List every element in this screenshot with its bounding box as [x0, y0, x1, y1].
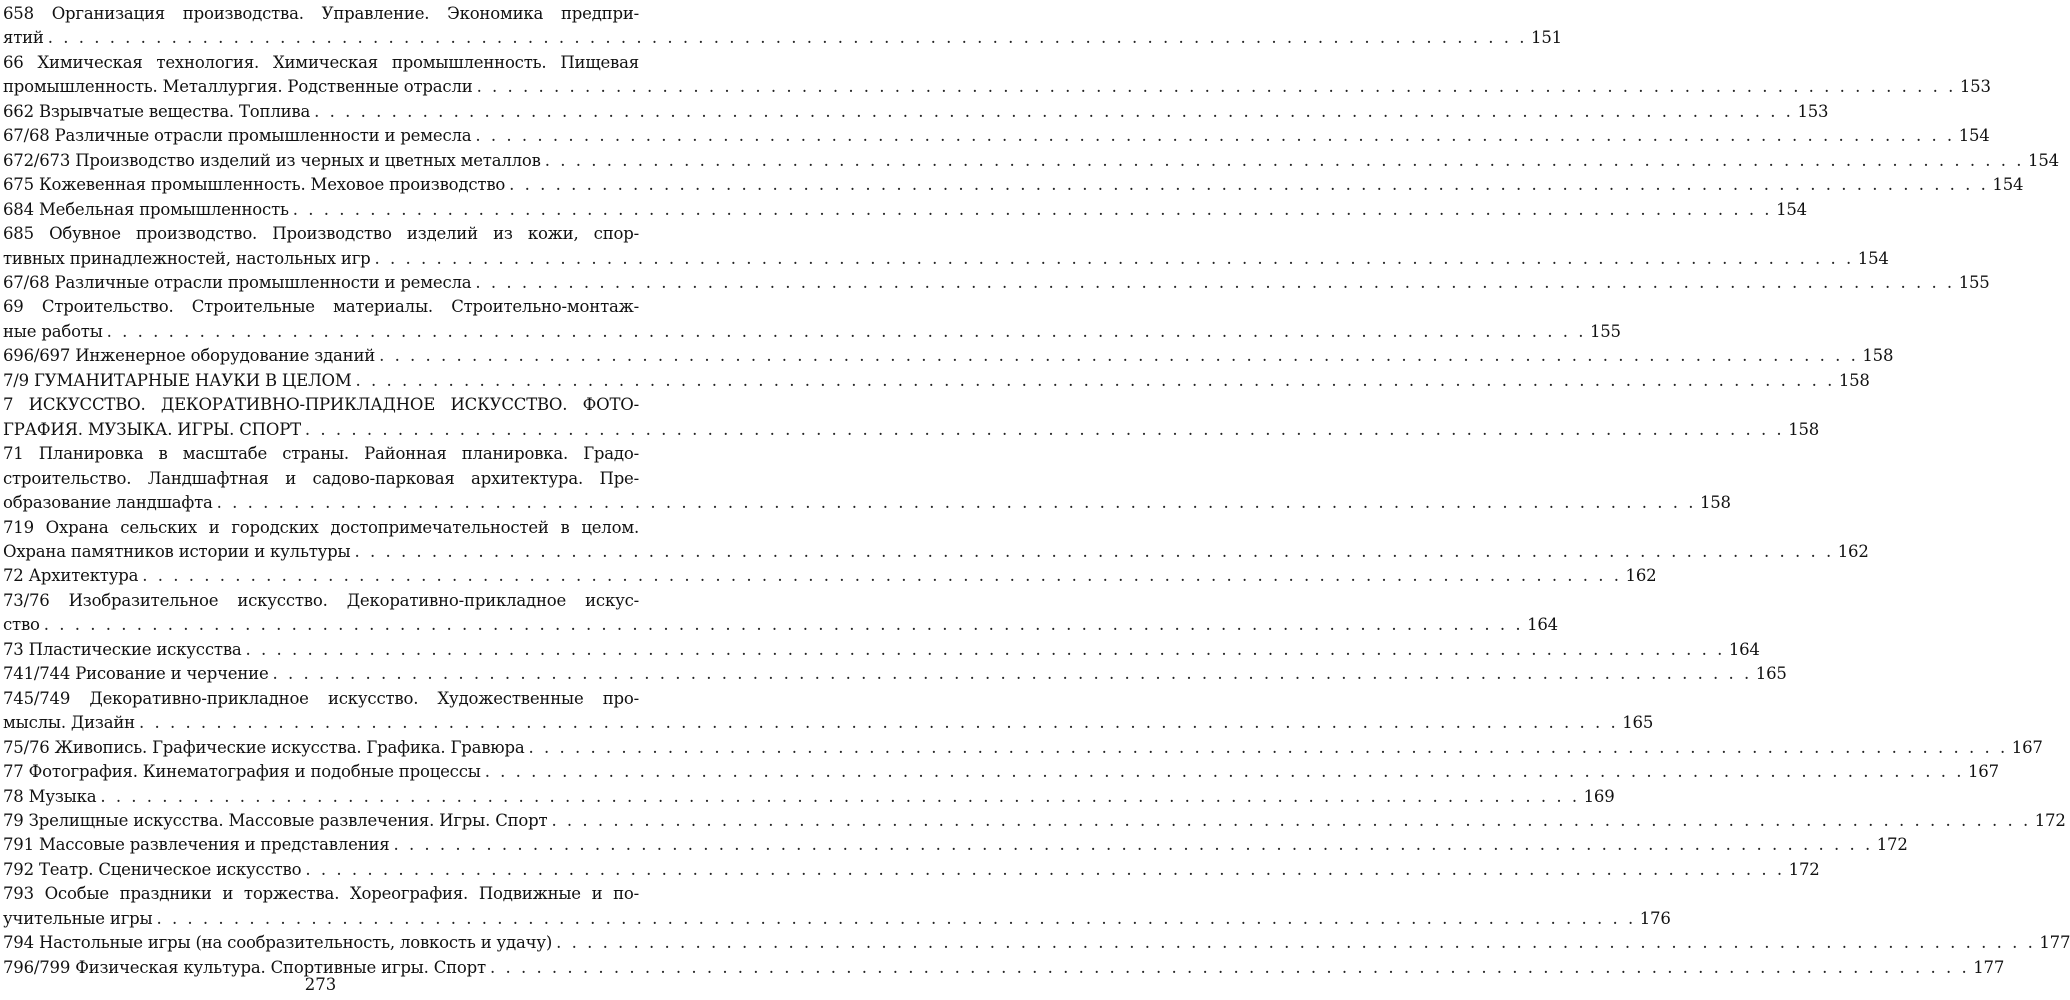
- toc-entry-text: 67/68 Различные отрасли промышленности и ремесла: [3, 272, 472, 292]
- table-of-contents: [3, 2, 2070, 980]
- dot-leader: [246, 638, 1725, 662]
- toc-entry-text: 7/9 ГУМАНИТАРНЫЕ НАУКИ В ЦЕЛОМ: [3, 370, 352, 390]
- toc-entry: [3, 662, 1787, 686]
- dot-leader: [273, 662, 1752, 686]
- toc-entry-text: 794 Настольные игры (на сообразительность, ловкость и удачу): [3, 933, 553, 953]
- toc-page-ref: 158: [1699, 493, 1731, 513]
- toc-entry: [3, 149, 2059, 173]
- dot-leader: [551, 809, 2030, 833]
- toc-entry: [3, 760, 1999, 784]
- toc-entry-text: 791 Массовые развлечения и представления: [3, 835, 390, 855]
- toc-page-ref: 177: [1973, 957, 2005, 977]
- toc-entry: [3, 785, 1615, 809]
- dot-leader: [509, 173, 1988, 197]
- toc-entry: [3, 393, 1820, 442]
- toc-entry-text: ГРАФИЯ. МУЗЫКА. ИГРЫ. СПОРТ: [3, 419, 301, 439]
- toc-entry-text: ятий: [3, 28, 44, 48]
- toc-entry: [3, 124, 1990, 148]
- toc-entry-text: строительство. Ландшафтная и садово-парковая архитектура. Пре-: [3, 468, 639, 488]
- toc-entry: [3, 638, 1760, 662]
- toc-entry: [3, 222, 1889, 271]
- dot-leader: [305, 418, 1784, 442]
- toc-entry: [3, 589, 1558, 638]
- dot-leader: [107, 320, 1586, 344]
- toc-page-ref: 164: [1527, 615, 1558, 635]
- toc-entry: [3, 736, 2043, 760]
- toc-entry-text: 7 ИСКУССТВО. ДЕКОРАТИВНО-ПРИКЛАДНОЕ ИСКУССТВО. ФОТО-: [3, 395, 639, 415]
- toc-page-ref: 162: [1837, 541, 1869, 561]
- toc-entry-text: 67/68 Различные отрасли промышленности и ремесла: [3, 126, 472, 146]
- toc-entry: [3, 833, 1908, 857]
- toc-entry: [3, 882, 1671, 931]
- toc-page-ref: 153: [1797, 101, 1829, 121]
- toc-page-ref: 165: [1622, 713, 1654, 733]
- toc-entry: [3, 173, 2024, 197]
- toc-entry-text: 69 Строительство. Строительные материалы. Строительно-монтаж-: [3, 297, 639, 317]
- toc-entry: [3, 564, 1657, 588]
- toc-entry-text: 75/76 Живопись. Графические искусства. Графика. Гравюра: [3, 737, 525, 757]
- dot-leader: [314, 100, 1793, 124]
- dot-leader: [354, 540, 1833, 564]
- toc-page-ref: 154: [1776, 199, 1807, 219]
- toc-entry: [3, 931, 2070, 955]
- toc-entry-text: 73/76 Изобразительное искусство. Декоративно-прикладное искус-: [3, 590, 639, 610]
- toc-entry-text: 658 Организация производства. Управление. Экономика предпри-: [3, 4, 639, 23]
- dot-leader: [293, 198, 1772, 222]
- toc-entry: [3, 687, 1654, 736]
- toc-entry-text: 78 Музыка: [3, 786, 97, 806]
- toc-page-ref: 155: [1958, 272, 1990, 292]
- toc-page-ref: 167: [1967, 762, 1999, 782]
- toc-page-ref: 165: [1755, 664, 1787, 684]
- toc-page-ref: 172: [2034, 810, 2066, 830]
- dot-leader: [528, 736, 2007, 760]
- toc-entry: [3, 198, 1807, 222]
- toc-page-ref: 162: [1625, 566, 1657, 586]
- toc-entry-text: 696/697 Инженерное оборудование зданий: [3, 346, 376, 366]
- toc-page-ref: 176: [1639, 908, 1671, 928]
- toc-page-ref: 154: [1857, 248, 1889, 268]
- toc-entry: [3, 2, 1562, 51]
- dot-leader: [475, 271, 1954, 295]
- toc-entry-text: 684 Мебельная промышленность: [3, 199, 289, 219]
- toc-entry: [3, 100, 1829, 124]
- toc-entry-text: мыслы. Дизайн: [3, 713, 135, 733]
- toc-entry-text: образование ландшафта: [3, 493, 213, 513]
- toc-entry-text: 796/799 Физическая культура. Спортивные игры. Спорт: [3, 957, 486, 977]
- toc-page-ref: 158: [1862, 346, 1894, 366]
- toc-entry-text: тивных принадлежностей, настольных игр: [3, 248, 371, 268]
- toc-entry-text: 73 Пластические искусства: [3, 639, 242, 659]
- toc-entry-text: промышленность. Металлургия. Родственные отрасли: [3, 77, 473, 97]
- toc-entry-text: ные работы: [3, 321, 103, 341]
- toc-entry-text: 745/749 Декоративно-прикладное искусство. Художественные про-: [3, 688, 639, 708]
- dot-leader: [475, 124, 1954, 148]
- dot-leader: [217, 491, 1696, 515]
- toc-entry-text: 71 Планировка в масштабе страны. Районная планировка. Градо-: [3, 444, 639, 464]
- toc-page-ref: 154: [2028, 150, 2059, 170]
- toc-entry: [3, 51, 1991, 100]
- toc-entry: [3, 809, 2066, 833]
- dot-leader: [100, 785, 1579, 809]
- dot-leader: [356, 369, 1835, 393]
- dot-leader: [393, 833, 1872, 857]
- toc-entry-text: 672/673 Производство изделий из черных и цветных металлов: [3, 150, 541, 170]
- toc-entry: [3, 442, 1731, 515]
- toc-page-ref: 172: [1788, 859, 1820, 879]
- toc-page-ref: 172: [1876, 835, 1908, 855]
- dot-leader: [556, 931, 2035, 955]
- dot-leader: [485, 760, 1964, 784]
- dot-leader: [142, 564, 1621, 588]
- toc-entry-text: 79 Зрелищные искусства. Массовые развлечения. Игры. Спорт: [3, 810, 548, 830]
- toc-page-ref: 177: [2039, 933, 2070, 953]
- toc-entry-text: 72 Архитектура: [3, 566, 139, 586]
- toc-entry-text: 685 Обувное производство. Производство изделий из кожи, спор-: [3, 224, 639, 244]
- toc-entry-text: 66 Химическая технология. Химическая промышленность. Пищевая: [3, 52, 639, 72]
- dot-leader: [545, 149, 2024, 173]
- toc-entry-text: 792 Театр. Сценическое искусство: [3, 859, 302, 879]
- toc-entry: [3, 369, 1870, 393]
- toc-entry: [3, 858, 1820, 882]
- toc-page-ref: 155: [1589, 321, 1621, 341]
- toc-page-ref: 158: [1788, 419, 1820, 439]
- toc-entry-text: учительные игры: [3, 908, 153, 928]
- page-number: 273: [304, 975, 337, 994]
- dot-leader: [375, 247, 1854, 271]
- toc-page-ref: 154: [1992, 175, 2024, 195]
- toc-page-ref: 154: [1958, 126, 1990, 146]
- toc-page-ref: 151: [1531, 28, 1562, 48]
- toc-entry-text: 675 Кожевенная промышленность. Меховое производство: [3, 175, 506, 195]
- toc-entry-text: Охрана памятников истории и культуры: [3, 541, 351, 561]
- dot-leader: [139, 711, 1618, 735]
- dot-leader: [379, 344, 1858, 368]
- dot-leader: [305, 858, 1784, 882]
- dot-leader: [490, 956, 1969, 980]
- dot-leader: [477, 75, 1956, 99]
- toc-page-ref: 158: [1838, 370, 1870, 390]
- toc-entry-text: 77 Фотография. Кинематография и подобные процессы: [3, 762, 481, 782]
- toc-entry-text: 719 Охрана сельских и городских достопримечательностей в целом.: [3, 517, 639, 537]
- dot-leader: [44, 613, 1523, 637]
- toc-page-ref: 167: [2011, 737, 2043, 757]
- toc-page-ref: 169: [1583, 786, 1615, 806]
- dot-leader: [156, 907, 1635, 931]
- toc-entry: [3, 344, 1894, 368]
- toc-entry-text: 662 Взрывчатые вещества. Топлива: [3, 101, 311, 121]
- toc-entry: [3, 271, 1990, 295]
- toc-entry-text: ство: [3, 615, 40, 635]
- toc-entry: [3, 516, 1869, 565]
- toc-page-ref: 153: [1959, 77, 1991, 97]
- toc-entry-text: 793 Особые праздники и торжества. Хореография. Подвижные и по-: [3, 884, 639, 904]
- toc-entry: [3, 295, 1621, 344]
- toc-entry-text: 741/744 Рисование и черчение: [3, 664, 269, 684]
- toc-page-ref: 164: [1728, 639, 1760, 659]
- dot-leader: [48, 26, 1527, 50]
